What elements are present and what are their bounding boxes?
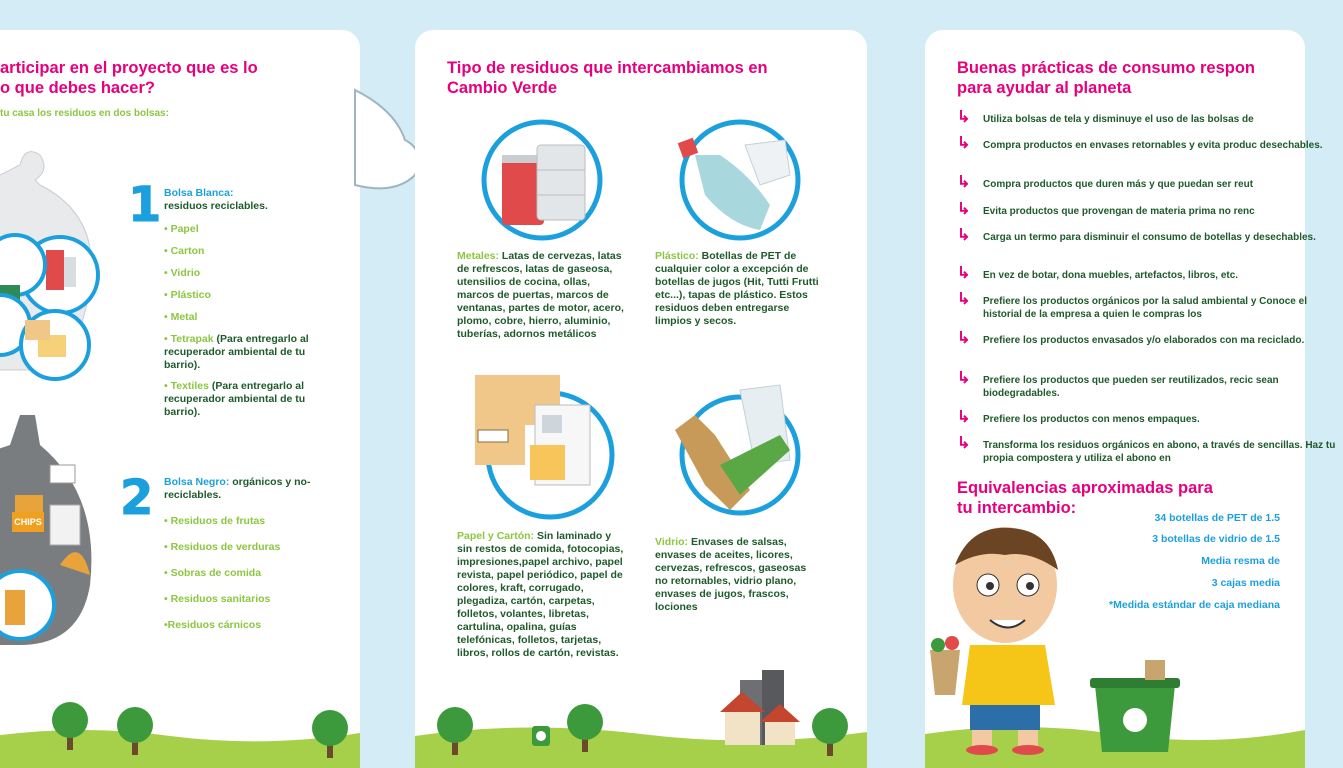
tip-text: Prefiere los productos con menos empaques. [983,414,1200,425]
tip-text: En vez de botar, dona muebles, artefactos, libros, etc. [983,270,1239,281]
tip-item [957,201,1343,219]
plastico-text: Botellas de PET de cualquier color a excepción de botellas de jugos (Hit, Tutti Frutti etc...), tapas de plástico. Estos residuos deben entregarse limpios y secos. [655,250,819,327]
bag1-item: • Plástico [164,289,211,301]
tip-item [957,409,1343,427]
arrow-icon: ↳ [957,291,971,308]
equivalence-item: *Medida estándar de caja mediana [1109,599,1280,611]
arrow-icon: ↳ [957,135,971,152]
bag2-item [164,619,261,631]
arrow-icon: ↳ [957,201,971,218]
metales-label: Metales: [457,250,500,262]
bag2-item [164,593,270,605]
bag2-item [164,567,261,579]
bag1-desc: residuos reciclables. [164,200,268,212]
tip-item [957,135,1343,153]
tree-icon [565,702,605,754]
equivalence-item: Media resma de [1201,555,1280,567]
black-bag-illustration [0,415,110,655]
panel1-title-line2: o que debes hacer? [0,79,155,97]
tip-text: Carga un termo para disminuir el consumo de botellas y desechables. [983,232,1316,243]
metales-description [457,250,627,341]
bag1-item-tetrapak [164,333,334,372]
paper-cardboard-icon [470,375,620,525]
panel-waste-types [415,30,867,768]
bag1-heading [164,187,334,213]
tip-text: Prefiere los productos envasados y/o elaborados con ma reciclado. [983,335,1305,346]
bag2-number: 2 [120,470,154,526]
panel3-title-line2: para ayudar al planeta [957,79,1132,97]
arrow-icon: ↳ [957,435,971,452]
panel3-title [957,58,1317,98]
bag1-item: • Metal [164,311,198,323]
equivalence-item: 34 botellas de PET de 1.5 [1154,512,1280,524]
tip-text: Evita productos que provengan de materia prima no renc [983,206,1255,217]
bag1-item: • Papel [164,223,199,235]
bag2-item-text: • Residuos sanitarios [164,593,271,605]
tip-text: Prefiere los productos que pueden ser reutilizados, recic sean biodegradables. [983,375,1279,399]
city-buildings-icon [720,670,810,750]
bag2-item-text: • Residuos de frutas [164,515,266,527]
bag1-item: • Vidrio [164,267,201,279]
tip-item [957,370,1343,400]
equivalence-item: 3 botellas de vidrio de 1.5 [1152,533,1280,545]
tip-item [957,330,1343,348]
eq-title-line1: Equivalencias aproximadas para [957,479,1213,497]
bag2-title: Bolsa Negro: [164,476,230,488]
tip-text: Prefiere los productos orgánicos por la salud ambiental y Conoce el historial de la empresa a quien le compras los [983,296,1307,320]
eq-title-line2: tu intercambio: [957,499,1077,517]
papel-text: Sin laminado y sin restos de comida, fotocopias, impresiones,papel archivo, papel revista, papel periódico, papel de colores, kraft, corrugado, plegadiza, cartón, carpetas, folletos, volantes, libretas, cartulina, opalina, guías telefónicas, folletos, tarjetas, libros, rollos de cartón, revistas. [457,530,624,659]
panel1-title [0,58,360,98]
panel-separation-instructions [0,30,360,768]
panel2-title-line2: Cambio Verde [447,79,558,97]
vidrio-label: Vidrio: [655,536,689,548]
panel1-subtitle: tu casa los residuos en dos bolsas: [0,108,169,119]
bag2-item [164,541,280,553]
arrow-icon: ↳ [957,409,971,426]
panel-good-practices [925,30,1336,768]
chips-label: CHIPS [12,512,44,532]
panel2-title-line1: Tipo de residuos que intercambiamos en [447,59,768,77]
papel-label: Papel y Cartón: [457,530,535,542]
textiles-label: • Textiles [164,380,209,392]
bag2-item-text: • Sobras de comida [164,567,262,579]
arrow-icon: ↳ [957,265,971,282]
bag1-item: • Carton [164,245,205,257]
arrow-icon: ↳ [957,330,971,347]
bag2-item-text: • Residuos de verduras [164,541,281,553]
bag2-desc: orgánicos y no-reciclables. [164,476,311,501]
tip-text: Compra productos que duren más y que puedan ser reut [983,179,1254,190]
tip-item [957,109,1343,127]
arrow-icon: ↳ [957,227,971,244]
boy-character-illustration [910,520,1110,755]
papel-description [457,530,627,660]
bag1-number: 1 [128,177,162,233]
vidrio-description [655,536,820,614]
vidrio-text: Envases de salsas, envases de aceites, licores, cervezas, refrescos, gaseosas no retornables, vidrio plano, envases de jugos, frascos, lociones [655,536,807,613]
arrow-icon: ↳ [957,109,971,126]
bag2-heading [164,476,314,502]
recycle-bin-icon [530,722,552,748]
metales-text: Latas de cervezas, latas de refrescos, latas de gaseosa, utensilios de cocina, ollas, marcos de puertas, marcos de ventanas, partes de motor, acero, plomo, cobre, hierro, aluminio, tuberías, adornos metálicos [457,250,624,340]
recycle-bin-icon [1090,660,1180,755]
panel1-title-line1: articipar en el proyecto que es lo [0,59,258,77]
tree-icon [115,705,155,757]
panel2-title [447,58,857,98]
panel3-title-line1: Buenas prácticas de consumo respon [957,59,1256,77]
plastico-description [655,250,820,328]
tree-icon [810,706,850,758]
tip-text: Transforma los residuos orgánicos en abono, a través de sencillas. Haz tu propia compostera y utiliza el abono en [983,440,1336,464]
tip-item [957,291,1343,321]
bag1-item-textiles [164,380,334,419]
tetrapak-extra: (Para entregarlo al recuperador ambiental de tu barrio). [164,333,309,371]
glass-bottles-icon [670,380,810,520]
equivalence-item: 3 cajas media [1211,577,1280,589]
bag2-item-text: •Residuos cárnicos [164,619,262,631]
bag1-title: Bolsa Blanca: [164,187,234,199]
white-bag-illustration [0,145,110,380]
arrow-icon: ↳ [957,370,971,387]
metal-cans-icon [477,115,607,245]
plastico-label: Plástico: [655,250,699,262]
tip-item [957,174,1343,192]
tree-icon [310,708,350,760]
tip-item [957,227,1343,245]
tip-text: Compra productos en envases retornables y evita produc desechables. [983,140,1323,151]
tip-text: Utiliza bolsas de tela y disminuye el uso de las bolsas de [983,114,1254,125]
tetrapak-label: • Tetrapak [164,333,214,345]
bag2-item [164,515,265,527]
arrow-icon: ↳ [957,174,971,191]
tree-icon [50,700,90,752]
tip-item [957,265,1343,283]
tip-item [957,435,1343,465]
tree-icon [435,705,475,757]
textiles-extra: (Para entregarlo al recuperador ambiental de tu barrio). [164,380,306,418]
plastic-bottles-icon [670,115,810,245]
